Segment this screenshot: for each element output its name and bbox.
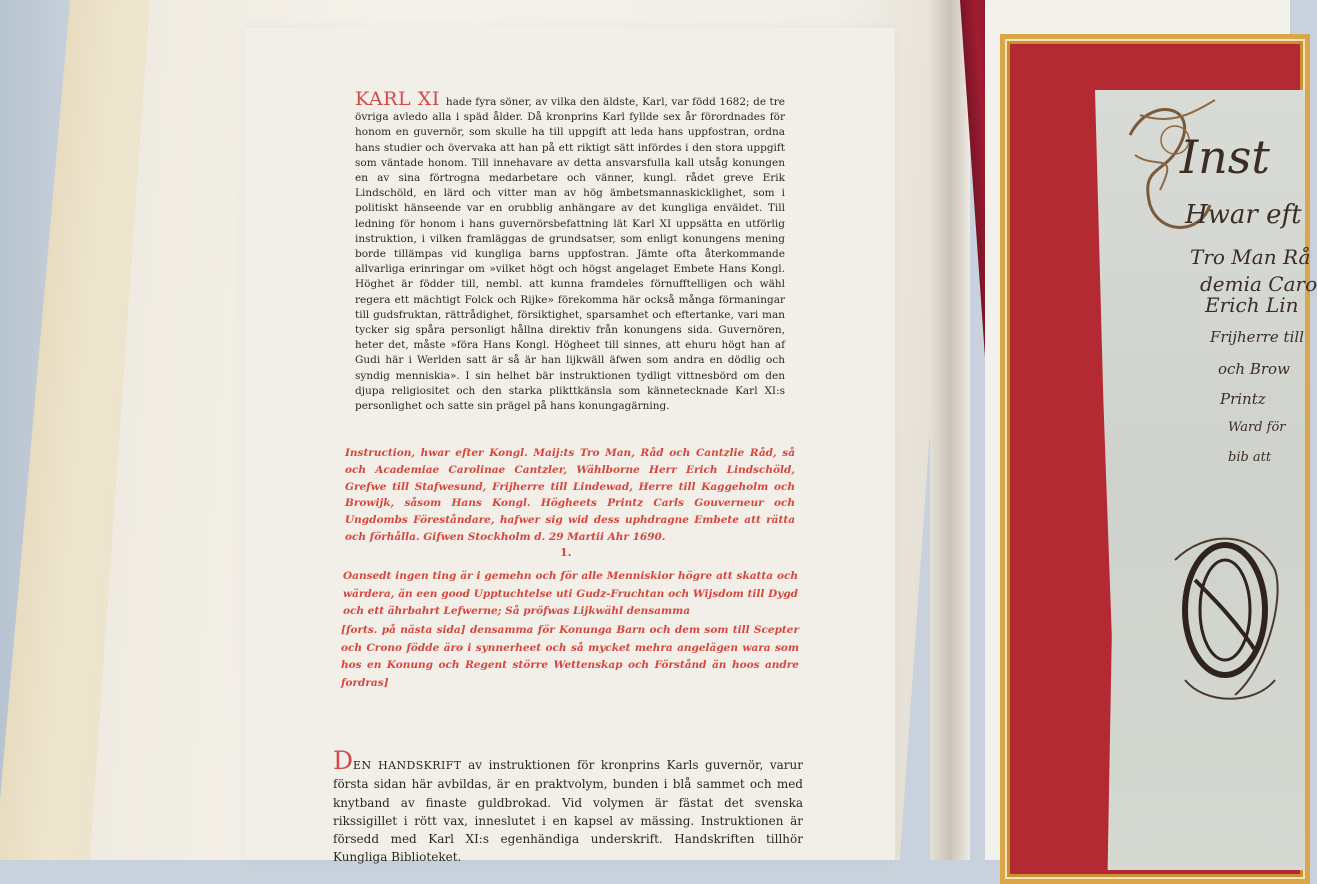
intro-paragraph [355, 88, 786, 414]
karl-xi-heading: KARL XI [355, 88, 440, 110]
drop-cap: D [333, 746, 354, 775]
manuscript-line-6: Frijherre till [1210, 328, 1304, 346]
intro-paragraph-text: hade fyra söner, av vilka den äldste, Karl, var född 1682; de tre övriga avledo alla i späd ålder. Då kronprins Karl fyllde sex år förordnades för honom en guvernör, som skulle ha till uppgift att leda hans uppfostran, ordna hans studier och övervaka att han på ett riktigt sätt infördes i den stora uppgift som väntade honom. Till innehavare av detta ansvarsfulla kall utsåg konungen en av sina förtrogna medarbetare och vänner, kungl. rådet greve Erik Lindschöld, en lärd och vitter man av hög ämbetsmannaskicklighet, som i politiskt hänseende var en orubblig anhängare av det kungliga enväldet. Till ledning för honom i hans guvernörsbefattning lät Karl XI uppsätta en utförlig instruktion, i vilken framläggas de grundsatser, som enligt konungens mening borde tillämpas vid kungliga barns uppfostran. Jämte ofta återkommande allvarliga erinringar om »vilket högt och högst angelaget Embete Hans Kongl. Höghet är födder till, nembl. att kunna framdeles förnufftelligen och wähl regera ett mächtigt Folck och Rijke» förekomma här också många förmaningar till gudsfruktan, rättrådighet, försiktighet, sparsamhet och eftertanke, vari man tycker sig spåra personligt hållna direktiv från konungens sida. Guvernören, heter det, måste »föra Hans Kongl. Högheet till sinnes, att ehuru högt han af Gudi här i Werlden satt är så är han lijkwäll äfwen som andra en dödlig och syndig menniskia». I sin helhet bär instruktionen tydligt vittnesbörd om den djupa religiositet och den starka plikttkänsla som kännetecknade Karl XI:s personlighet och satte sin prägel på hans konungagärning. [355, 96, 786, 413]
manuscript-line-2: Hwar eft [1185, 200, 1302, 230]
manuscript-description-paragraph [333, 746, 803, 867]
section-1-continued: [forts. på nästa sida] densamma för Konunga Barn och dem som till Scepter och Crono födde äro i synnerheet och så mycket mehra angelägen wara som hos en Konung och Regent större Wettenskap och Förstånd än hoos andre fordras] [341, 624, 799, 689]
manuscript-line-7: och Brow [1218, 360, 1290, 378]
manuscript-line-8: Printz [1220, 390, 1266, 408]
paragraph2-text: av instruktionen för kronprins Karls guvernör, varur första sidan här avbildas, är en praktvolym, bunden i blå sammet och med knytband av finaste guldbrokad. Vid volymen är fästat det svenska rikssigillet i rött vax, inneslutet i en kapsel av mässing. Instruktionen är försedd med Karl XI:s egenhändiga underskrift. Handskriften tillhör Kungliga Biblioteket. [333, 758, 803, 865]
manuscript-calligraphic-flourish [1165, 520, 1285, 710]
paragraph2-lead: EN HANDSKRIFT [353, 759, 462, 772]
instruction-title: Instruction, hwar efter Kongl. Maij:ts Tro Man, Råd och Cantzlie Råd, så och Academiae Carolinae Cantzler, Wählborne Herr Erich Lindschöld, Grefwe till Stafwesund, Frijherre till Lindewad, Herre till Kaggeholm och Browijk, såsom Hans Kongl. Högheets Printz Carls Gouverneur och Ungdombs Föreståndare, hafwer sig wid dess uphdragne Embete att rätta och förhålla. Gifwen Stockholm d. 29 Martii Ahr 1690. [345, 447, 795, 543]
manuscript-line-4: demia Caro [1200, 272, 1317, 296]
manuscript-line-3: Tro Man Rå [1190, 245, 1311, 269]
book-gutter [930, 0, 970, 860]
manuscript-line-10: bib att [1228, 450, 1272, 465]
section-number: 1. [560, 546, 572, 559]
manuscript-line-5: Erich Lin [1205, 293, 1299, 317]
manuscript-line-9: Ward för [1228, 420, 1286, 435]
section-1-text: Oansedt ingen ting är i gemehn och för alle Menniskior högre att skatta och wärdera, än een good Upptuchtelse uti Gudz-Fruchtan och Wijsdom till Dygd och ett ährbahrt Lefwerne; Så pröfwas Lijkwähl densamma [343, 570, 798, 617]
manuscript-line-1: Inst [1180, 130, 1270, 184]
